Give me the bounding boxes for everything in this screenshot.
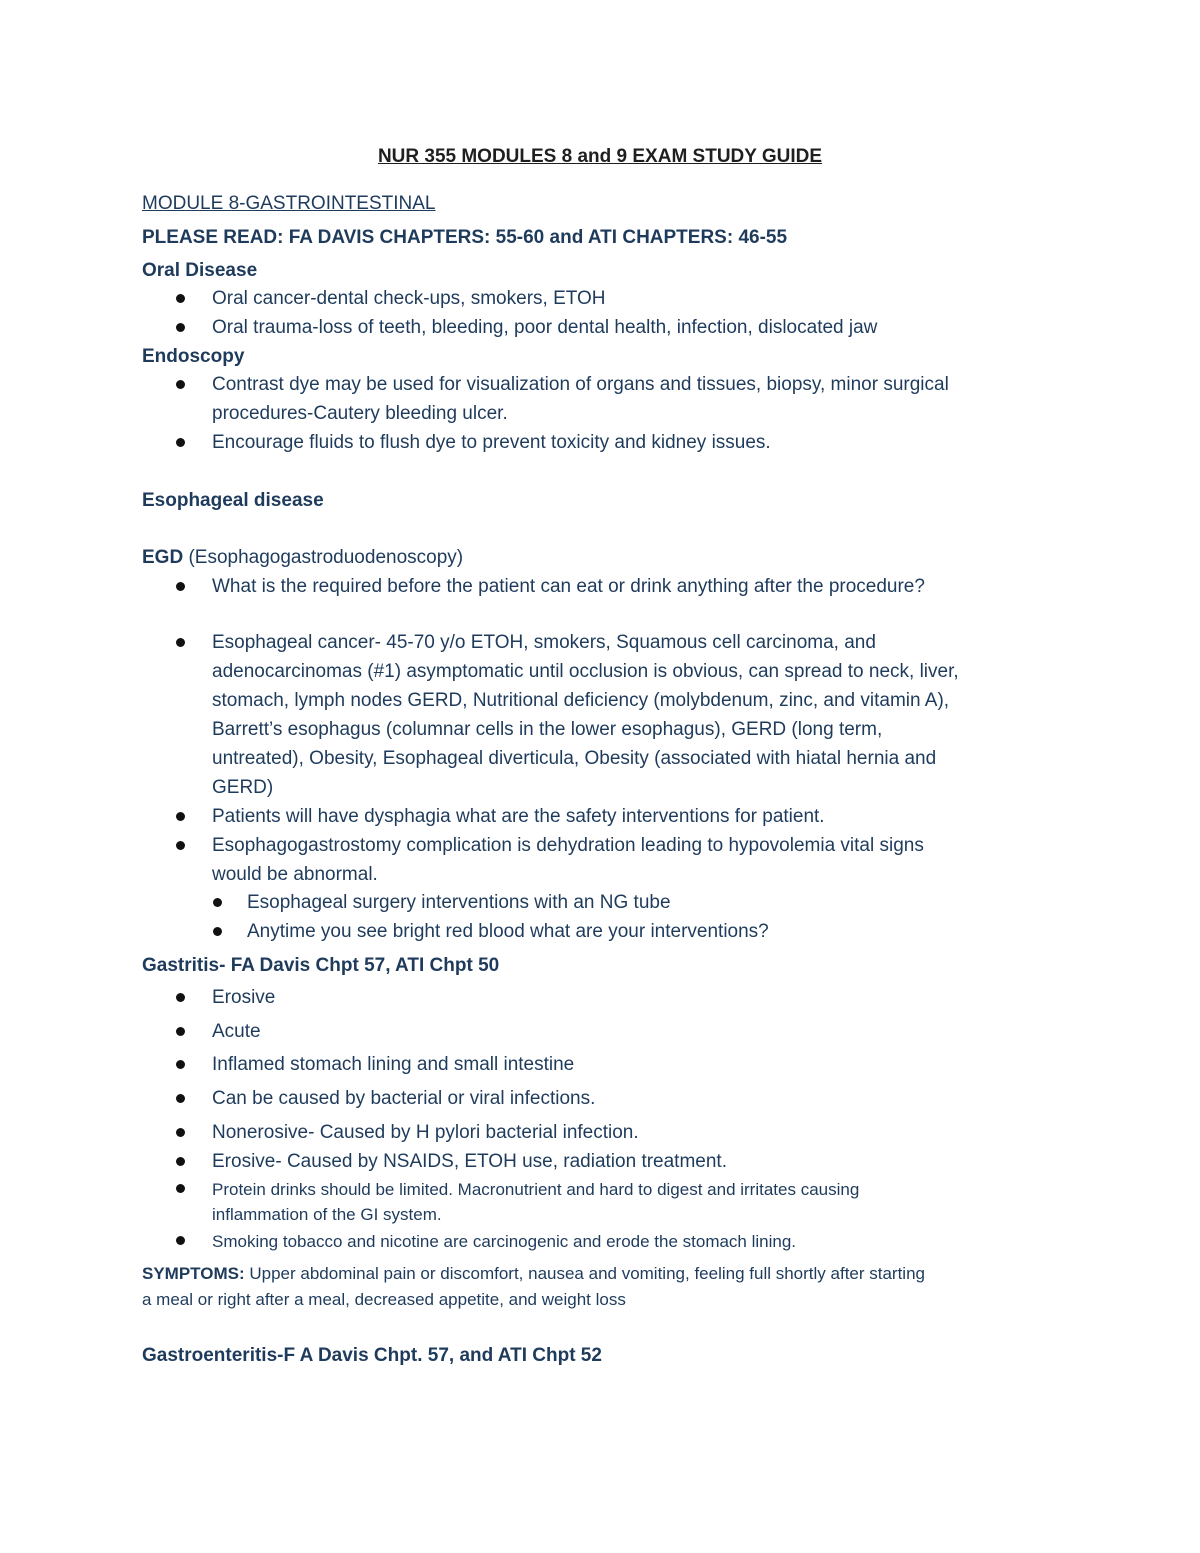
esophageal-cancer-line: Esophageal cancer- 45-70 y/o ETOH, smokers, Squamous cell carcinoma, and <box>212 632 876 653</box>
egd-sub-item: Anytime you see bright red blood what are your interventions? <box>247 921 769 942</box>
bullet-icon <box>176 1236 185 1245</box>
oral-item: Oral trauma-loss of teeth, bleeding, poor dental health, infection, dislocated jaw <box>212 317 878 338</box>
bullet-icon <box>176 1027 185 1036</box>
bullet-icon <box>176 812 185 821</box>
bullet-icon <box>176 582 185 591</box>
bullet-icon <box>176 1060 185 1069</box>
gastritis-item: Erosive- Caused by NSAIDS, ETOH use, radiation treatment. <box>212 1151 727 1172</box>
egd-question: What is the required before the patient can eat or drink anything after the procedure? <box>212 576 925 597</box>
symptoms-label: SYMPTOMS: <box>142 1264 245 1283</box>
document-title: NUR 355 MODULES 8 and 9 EXAM STUDY GUIDE <box>377 146 823 167</box>
bullet-icon <box>176 638 185 647</box>
oral-item: Oral cancer-dental check-ups, smokers, ETOH <box>212 288 606 309</box>
esophageal-cancer-line: GERD) <box>212 777 274 798</box>
bullet-icon <box>176 1128 185 1137</box>
bullet-icon <box>176 1094 185 1103</box>
gastritis-item: Acute <box>212 1021 261 1042</box>
endoscopy-item-line: procedures-Cautery bleeding ulcer. <box>212 403 508 424</box>
protein-line: Protein drinks should be limited. Macronutrient and hard to digest and irritates causing <box>212 1180 860 1199</box>
bullet-icon <box>176 438 185 447</box>
complication-line: would be abnormal. <box>212 864 378 885</box>
gastritis-item: Nonerosive- Caused by H pylori bacterial infection. <box>212 1122 639 1143</box>
bullet-icon <box>213 898 222 907</box>
gastritis-item: Inflamed stomach lining and small intestine <box>212 1054 575 1075</box>
reading-note: PLEASE READ: FA DAVIS CHAPTERS: 55-60 and ATI CHAPTERS: 46-55 <box>142 227 788 248</box>
endoscopy-heading: Endoscopy <box>142 346 245 367</box>
egd-heading <box>142 546 463 570</box>
bullet-icon <box>176 1184 185 1193</box>
bullet-icon <box>176 323 185 332</box>
complication-line: Esophagogastrostomy complication is dehydration leading to hypovolemia vital signs <box>212 835 924 856</box>
oral-disease-heading: Oral Disease <box>142 260 258 281</box>
gastroenteritis-heading: Gastroenteritis-F A Davis Chpt. 57, and ATI Chpt 52 <box>142 1345 602 1366</box>
bullet-icon <box>176 1157 185 1166</box>
endoscopy-item: Encourage fluids to flush dye to prevent toxicity and kidney issues. <box>212 432 771 453</box>
gastritis-heading: Gastritis- FA Davis Chpt 57, ATI Chpt 50 <box>142 955 500 976</box>
bullet-icon <box>176 294 185 303</box>
bullet-icon <box>213 927 222 936</box>
egd-heading-abbr: EGD <box>142 547 184 568</box>
gastritis-item: Can be caused by bacterial or viral infections. <box>212 1088 596 1109</box>
protein-line: inflammation of the GI system. <box>212 1205 442 1224</box>
esophageal-cancer-line: stomach, lymph nodes GERD, Nutritional deficiency (molybdenum, zinc, and vitamin A), <box>212 690 950 711</box>
smoking-item: Smoking tobacco and nicotine are carcinogenic and erode the stomach lining. <box>212 1232 797 1251</box>
esophageal-heading: Esophageal disease <box>142 490 324 511</box>
egd-sub-item: Esophageal surgery interventions with an NG tube <box>247 892 671 913</box>
symptoms-line: a meal or right after a meal, decreased appetite, and weight loss <box>142 1290 626 1309</box>
bullet-icon <box>176 993 185 1002</box>
symptoms-line <box>142 1262 925 1286</box>
module-heading: MODULE 8-GASTROINTESTINAL <box>142 193 436 214</box>
esophageal-cancer-line: Barrett’s esophagus (columnar cells in the lower esophagus), GERD (long term, <box>212 719 883 740</box>
bullet-icon <box>176 841 185 850</box>
endoscopy-item-line: Contrast dye may be used for visualization of organs and tissues, biopsy, minor surgical <box>212 374 949 395</box>
bullet-icon <box>176 380 185 389</box>
esophageal-cancer-line: adenocarcinomas (#1) asymptomatic until occlusion is obvious, can spread to neck, liver, <box>212 661 959 682</box>
esophageal-cancer-line: untreated), Obesity, Esophageal diverticula, Obesity (associated with hiatal hernia and <box>212 748 937 769</box>
dysphagia-item: Patients will have dysphagia what are the safety interventions for patient. <box>212 806 825 827</box>
egd-heading-full: (Esophagogastroduodenoscopy) <box>183 547 464 568</box>
symptoms-text: Upper abdominal pain or discomfort, nausea and vomiting, feeling full shortly after starting <box>244 1264 925 1283</box>
gastritis-item: Erosive <box>212 987 276 1008</box>
